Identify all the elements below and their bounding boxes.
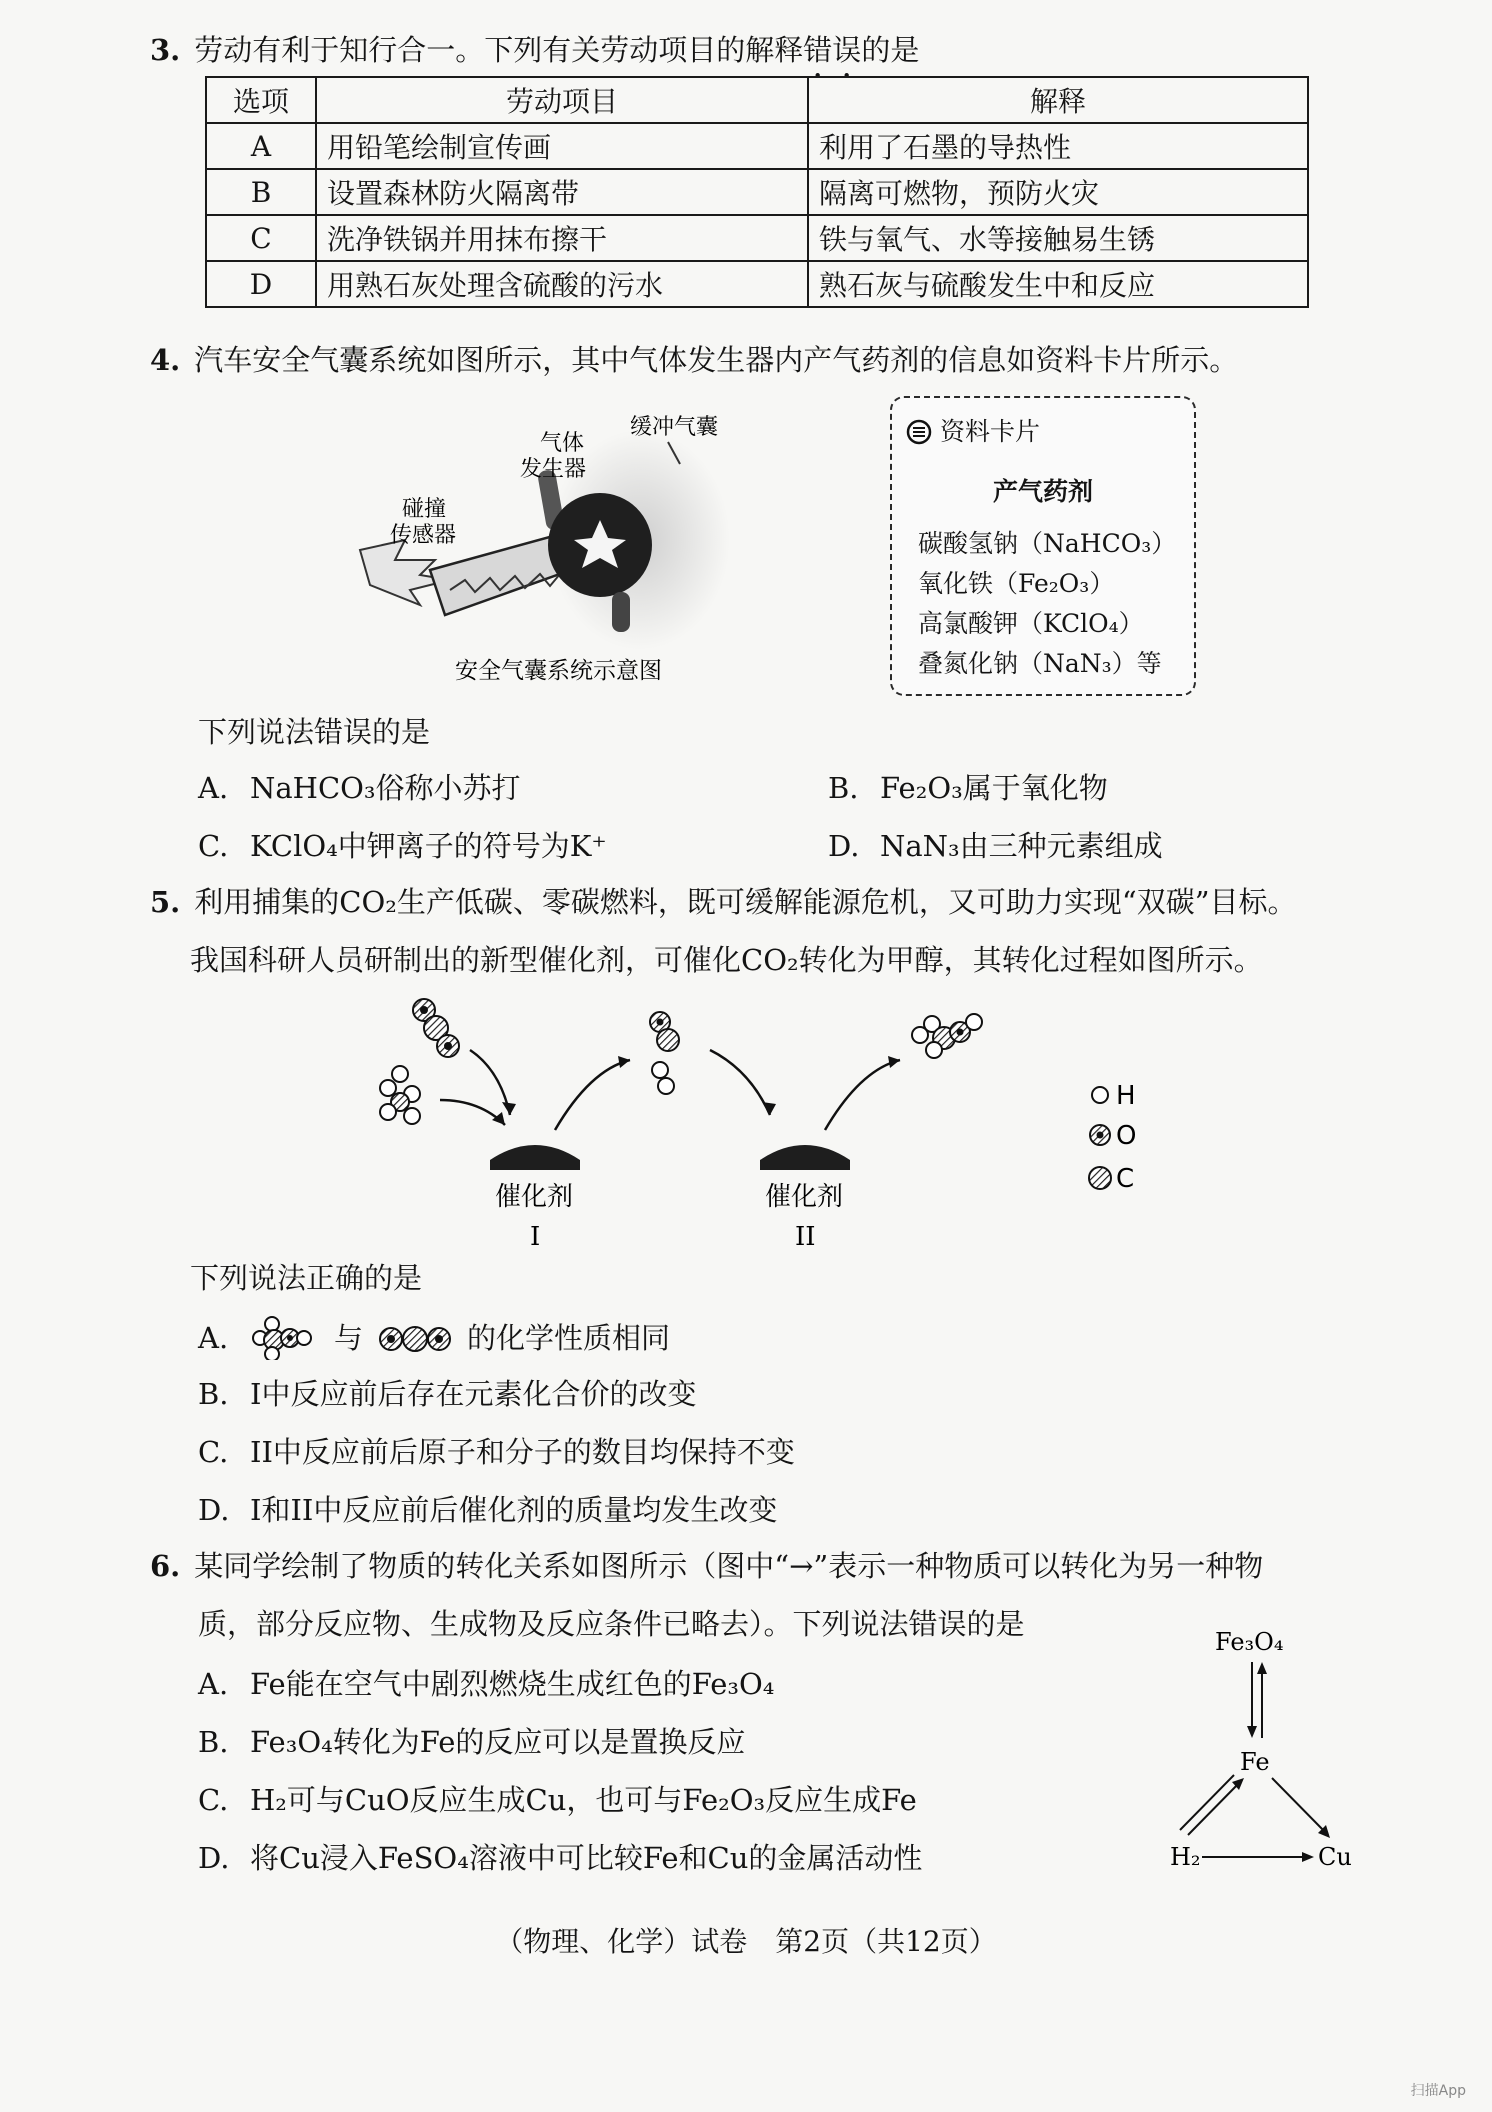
catalyst-label-2: 催化剂 xyxy=(765,1182,844,1212)
q6-option-d: D. 将Cu浸入FeSO₄溶液中可比较Fe和Cu的金属活动性 xyxy=(198,1841,923,1875)
airbag-figure-caption: 安全气囊系统示意图 xyxy=(455,658,662,684)
node-fe3o4: Fe₃O₄ xyxy=(1215,1628,1284,1656)
arrow-in-3 xyxy=(710,1050,770,1115)
table-cell-option: C xyxy=(206,215,316,261)
q4-prompt: 下列说法错误的是 xyxy=(198,715,431,749)
table-cell-item: 洗净铁锅并用抹布擦干 xyxy=(316,215,808,261)
q5-prompt: 下列说法正确的是 xyxy=(190,1261,423,1295)
table-cell-explain: 利用了石墨的导热性 xyxy=(808,123,1308,169)
info-card-item: 氧化铁（Fe₂O₃） xyxy=(918,569,1115,598)
methanol-molecule-product xyxy=(912,1014,982,1058)
info-card-item: 高氯酸钾（KClO₄） xyxy=(918,609,1144,638)
node-fe: Fe xyxy=(1240,1748,1270,1776)
q3-emphasis: 错误 xyxy=(803,33,862,67)
table-cell-item: 设置森林防火隔离带 xyxy=(316,169,808,215)
table-row xyxy=(206,123,1308,169)
methanol-molecule-icon xyxy=(250,1316,320,1360)
q5-option-a: A. 与 的化学性质相同 xyxy=(198,1316,670,1360)
legend-label-o: O xyxy=(1116,1121,1137,1151)
table-cell-option: A xyxy=(206,123,316,169)
stage-label-1: I xyxy=(530,1222,541,1250)
q6-option-b: B. Fe₃O₄转化为Fe的反应可以是置换反应 xyxy=(198,1725,746,1759)
stage-label-2: II xyxy=(795,1222,816,1250)
airbag-figure xyxy=(350,400,750,690)
q6-option-a: A. Fe能在空气中剧烈燃烧生成红色的Fe₃O₄ xyxy=(198,1667,775,1701)
gas-generator-bottom-pipe xyxy=(612,592,630,632)
table-cell-explain: 铁与氧气、水等接触易生锈 xyxy=(808,215,1308,261)
table-row xyxy=(206,215,1308,261)
table-header-explain: 解释 xyxy=(808,77,1308,123)
catalyst-reaction-figure xyxy=(360,990,1180,1250)
table-cell-explain: 隔离可燃物，预防火灾 xyxy=(808,169,1308,215)
catalyst-block-1 xyxy=(490,1145,580,1170)
transformation-diagram xyxy=(1160,1620,1380,1890)
info-card-header: 资料卡片 xyxy=(906,412,1040,448)
label-cushion-airbag: 缓冲气囊 xyxy=(630,415,719,440)
q4-option-c: C. KClO₄中钾离子的符号为K⁺ xyxy=(198,829,607,863)
q4-option-d: D. NaN₃由三种元素组成 xyxy=(828,829,1163,863)
q5-option-d: D. I和II中反应前后催化剂的质量均发生改变 xyxy=(198,1493,778,1527)
label-gas-generator-1: 气体 xyxy=(540,431,585,456)
q4-stem: 4. 汽车安全气囊系统如图所示，其中气体发生器内产气药剂的信息如资料卡片所示。 xyxy=(150,343,1239,377)
info-card xyxy=(890,396,1196,696)
q6-number: 6. xyxy=(150,1549,181,1583)
document-icon xyxy=(906,419,932,445)
arrow-fe-to-cu xyxy=(1272,1778,1328,1835)
arrow-out-1 xyxy=(555,1060,630,1130)
node-h2: H₂ xyxy=(1170,1843,1201,1871)
label-gas-generator-2: 发生器 xyxy=(520,457,587,482)
table-row xyxy=(206,261,1308,307)
h2-molecules-incoming xyxy=(380,1066,420,1124)
q4-number: 4. xyxy=(150,343,181,377)
info-card-item: 碳酸氢钠（NaHCO₃） xyxy=(918,529,1177,558)
q6-stem-line-1: 6. 某同学绘制了物质的转化关系如图所示（图中“→”表示一种物质可以转化为另一种物 xyxy=(150,1549,1264,1583)
legend-label-c: C xyxy=(1116,1164,1135,1194)
co2-molecule-icon xyxy=(377,1324,453,1354)
q4-option-b: B. Fe₂O₃属于氧化物 xyxy=(828,771,1108,805)
page-footer: （物理、化学）试卷 第2页（共12页） xyxy=(495,1925,997,1958)
q6-option-c: C. H₂可与CuO反应生成Cu，也可与Fe₂O₃反应生成Fe xyxy=(198,1783,917,1817)
atom-legend xyxy=(1089,1081,1136,1194)
q5-number: 5. xyxy=(150,885,181,919)
q5-stem-line-1: 5. 利用捕集的CO₂生产低碳、零碳燃料，既可缓解能源危机，又可助力实现“双碳”目标。 xyxy=(150,885,1297,919)
table-row xyxy=(206,169,1308,215)
carbon-atom-icon xyxy=(1089,1167,1111,1189)
q5-stem-line-2: 我国科研人员研制出的新型催化剂，可催化CO₂转化为甲醇，其转化过程如图所示。 xyxy=(190,943,1263,977)
intermediate-molecules xyxy=(650,1012,679,1094)
arrow-h2-to-fe xyxy=(1188,1780,1242,1835)
catalyst-block-2 xyxy=(760,1145,850,1170)
table-header-item: 劳动项目 xyxy=(316,77,808,123)
arrow-out-2 xyxy=(825,1060,900,1130)
legend-label-h: H xyxy=(1116,1081,1136,1111)
node-cu: Cu xyxy=(1318,1843,1352,1871)
co2-molecule-incoming xyxy=(413,999,459,1057)
q6-stem-line-2: 质，部分反应物、生成物及反应条件已略去）。下列说法错误的是 xyxy=(198,1607,1025,1641)
q3-table xyxy=(205,76,1309,308)
q5-option-c: C. II中反应前后原子和分子的数目均保持不变 xyxy=(198,1435,795,1469)
q3-stem: 3. 劳动有利于知行合一。下列有关劳动项目的解释错误的是 xyxy=(150,33,920,67)
catalyst-label-1: 催化剂 xyxy=(495,1182,574,1212)
table-header-row xyxy=(206,77,1308,123)
q3-number: 3. xyxy=(150,33,181,67)
info-card-item: 叠氮化钠（NaN₃）等 xyxy=(918,649,1162,678)
info-card-title: 产气药剂 xyxy=(992,477,1093,506)
q4-option-a: A. NaHCO₃俗称小苏打 xyxy=(198,771,521,805)
label-sensor-1: 碰撞 xyxy=(402,497,447,522)
hydrogen-atom-icon xyxy=(1092,1087,1108,1103)
table-cell-item: 用熟石灰处理含硫酸的污水 xyxy=(316,261,808,307)
table-cell-explain: 熟石灰与硫酸发生中和反应 xyxy=(808,261,1308,307)
scanner-watermark: 扫描App xyxy=(1410,2083,1466,2099)
table-header-option: 选项 xyxy=(206,77,316,123)
label-sensor-2: 传感器 xyxy=(390,523,457,548)
table-cell-item: 用铅笔绘制宣传画 xyxy=(316,123,808,169)
table-cell-option: B xyxy=(206,169,316,215)
table-cell-option: D xyxy=(206,261,316,307)
q5-option-b: B. I中反应前后存在元素化合价的改变 xyxy=(198,1377,697,1411)
